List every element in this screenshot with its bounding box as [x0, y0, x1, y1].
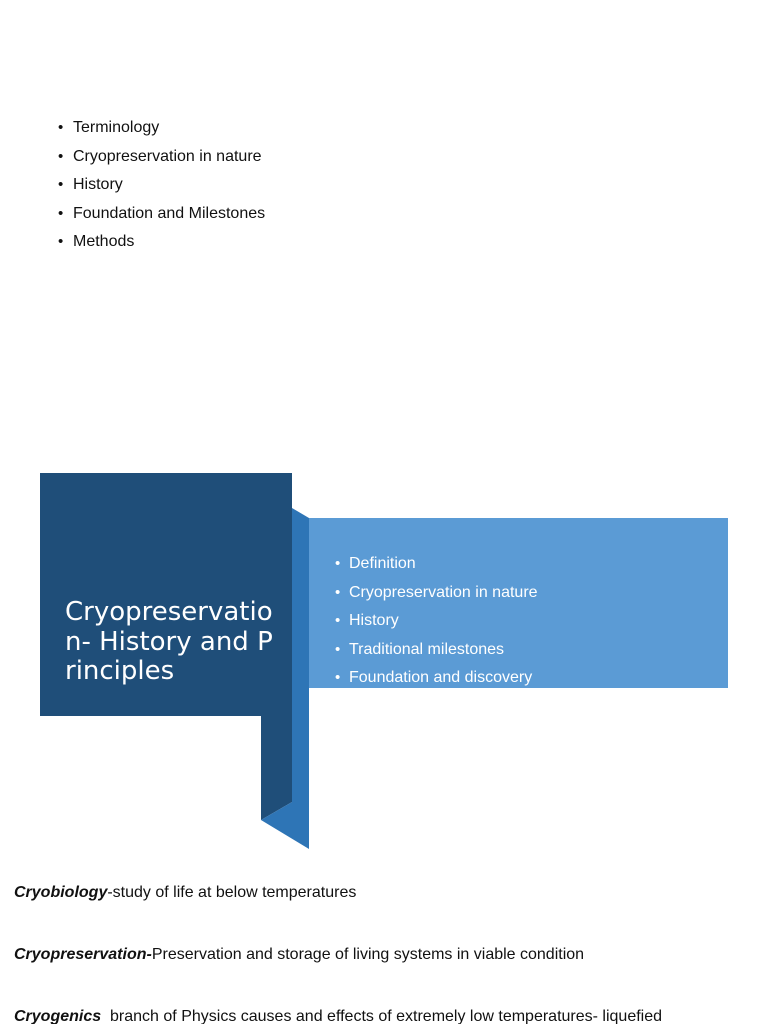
slide-outline-item: • Foundation and discovery [335, 664, 538, 693]
slide-title: Cryopreservation- History and Principles [65, 597, 273, 686]
topics-list-item: • Cryopreservation in nature [58, 143, 265, 172]
slide-outline-item: • Definition [335, 550, 538, 579]
definition-term: Cryopreservation- [14, 946, 152, 963]
definition-text: Preservation and storage of living systems in viable condition [151, 946, 585, 963]
slide-outline-item: • History [335, 607, 538, 636]
definition-cryobiology [14, 880, 754, 942]
topics-list-item: • Foundation and Milestones [58, 200, 265, 229]
topics-list-item: • History [58, 171, 265, 200]
definition-term: Cryobiology [14, 884, 108, 901]
definition-term: Cryogenics [14, 1008, 102, 1024]
topics-list-item: • Terminology [58, 114, 265, 143]
slide-outline-item: • Cryopreservation in nature [335, 579, 538, 608]
topics-list-item: • Methods [58, 228, 265, 257]
slide-outline-item: • Traditional milestones [335, 636, 538, 665]
definition-text: branch of Physics causes and effects of extremely low temperatures- liquefied [101, 1008, 663, 1024]
topics-list [58, 114, 265, 257]
slide-outline-list [335, 550, 538, 693]
definitions [14, 880, 754, 1024]
definition-text: -study of life at below temperatures [107, 884, 357, 901]
definition-cryogenics [14, 1004, 754, 1024]
ribbon-shadow [261, 715, 292, 820]
definition-cryopreservation [14, 942, 754, 1004]
